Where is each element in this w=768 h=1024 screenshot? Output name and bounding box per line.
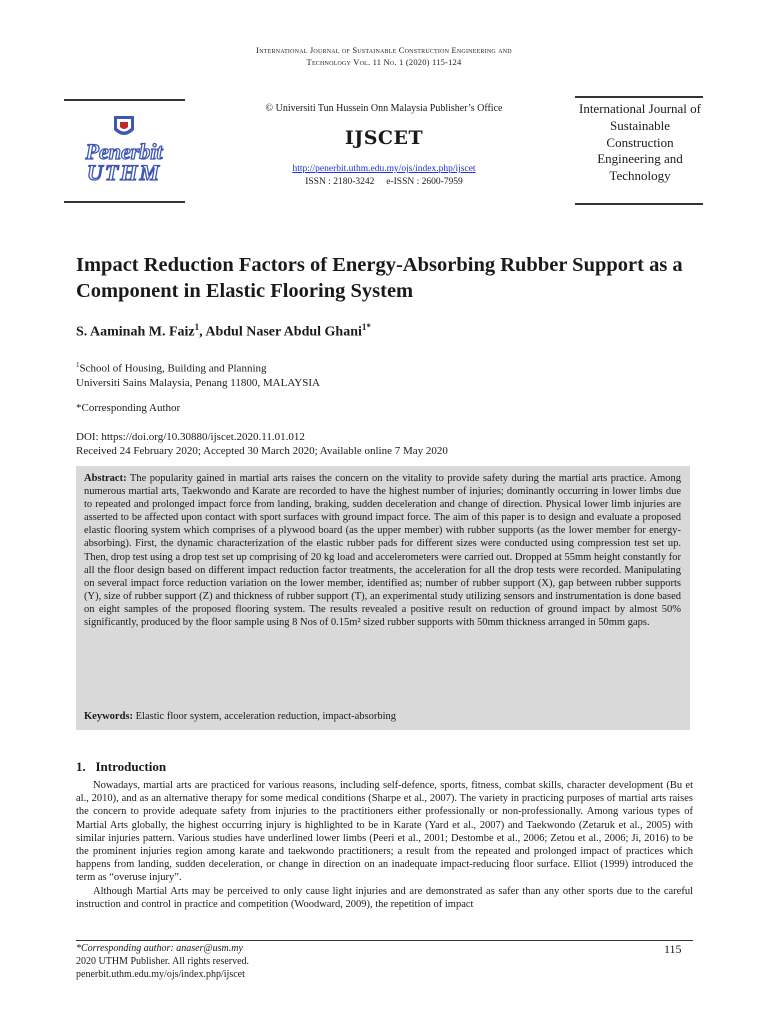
author-2: Abdul Naser Abdul Ghani: [205, 324, 362, 340]
keywords-label: Keywords:: [84, 711, 133, 722]
section-heading-introduction: 1. Introduction: [76, 759, 167, 774]
journal-acronym: IJSCET: [344, 127, 424, 149]
introduction-body: [76, 779, 693, 911]
affiliation-marker: 1: [76, 361, 80, 369]
introduction-paragraph-1: Nowadays, martial arts are practiced for various reasons, including self-defence, sports, fitness, combat skills, character development (Bu et al., 2010), and as an alternative therapy for some medical conditions (Sharpe et al., 2007). The variety in practicing purposes of martial arts raises the concern to provide adequate safety from injuries to the practitioners either professionally or non-professionally. Among various types of Martial Arts globally, the highest occurring injury is highlighted to be in Karate (Yard et al., 2007) and Taekwondo (Zetaruk et al., 2005) with similar injuries pattern. Various studies have underlined lower limbs (Peeri et al., 2001; Destombe et al., 2006; Zetou et al., 2006; Ji, 2016) to be the prominent injuries region among karate and taekwondo practitioners; a result from the repeated and prolonged impact of practices which happens from landing, sudden deceleration, or change in direction on an inadequate impact-reducing floor surface. Elliot (1999) introduced the term as “overuse injury”.: [76, 780, 693, 884]
abstract: [84, 472, 681, 629]
masthead-rule-left-bottom: [64, 201, 185, 203]
author-list: [76, 322, 371, 341]
footer-site[interactable]: penerbit.uthm.edu.my/ojs/index.php/ijscet: [76, 969, 245, 980]
journal-url-link[interactable]: http://penerbit.uthm.edu.my/ojs/index.php/ijscet: [292, 164, 476, 174]
masthead-rule-right-bottom: [575, 203, 703, 205]
doi-line[interactable]: DOI: https://doi.org/10.30880/ijscet.2020.11.01.012: [76, 431, 305, 443]
logo-text-2: UTHM: [87, 160, 161, 185]
page-number: 115: [664, 942, 682, 956]
abstract-text: The popularity gained in martial arts raises the concern on the vitality to provide safety during the martial arts practice. Among numerous martial arts, Taekwondo and Karate are recorded to have the highest number of injuries; dominantly occurring in lower limbs due to repeated and prolonged impact force from landing, braking, sudden deceleration and change of direction. Physical lower limb injuries are asserted to be affected upon contact with sport surfaces with ground impact force. The aim of this paper is to design and evaluate a proposed elastic flooring system which comprises of a plywood board (as the upper member) with rubber supports (as the lower member for energy-absorbing). First, the dynamic characterization of the elastic rubber pads for different sizes were conducted using compression test set up. Then, drop test using a drop test set up comprising of 20 kg load and accelerometers were carried out. Dropped at 55mm height constantly for all the floor design based on different impact reduction factor treatments, the acceleration for all the drop tests were recorded. Manipulating on several impact force reduction variation on the lower member, identified as; number of rubber support (X), gap between rubber supports (Y), size of rubber support (Z) and thickness of rubber support (T), an experimental study utilizing sensors and instrumentation is done based on eight samples of the proposed flooring system. The results revealed a positive result on reduction of ground impact by almost 50% significantly, produced by the floor sample using 8 Nos of 0.15m² sized rubber supports with 50mm thickness arranged in 50mm gaps.: [84, 473, 681, 629]
author-separator: ,: [199, 324, 206, 340]
article-title: Impact Reduction Factors of Energy-Absorbing Rubber Support as a Component in Elastic Flooring System: [76, 254, 683, 302]
keywords: [84, 711, 681, 722]
doi-block: [76, 430, 448, 458]
keywords-text: Elastic floor system, acceleration reduction, impact-absorbing: [133, 711, 396, 722]
page-footer: [76, 942, 249, 981]
abstract-label: Abstract:: [84, 473, 127, 484]
journal-name-box: International Journal of Sustainable Construction Engineering and Technology: [578, 101, 701, 184]
affiliation-line-2: Universiti Sains Malaysia, Penang 11800, MALAYSIA: [76, 376, 320, 389]
running-header: [0, 44, 768, 68]
author-1: S. Aaminah M. Faiz: [76, 324, 195, 340]
affiliation: [76, 358, 320, 390]
issn-line: ISSN : 2180-3242 e-ISSN : 2600-7959: [305, 177, 463, 187]
introduction-paragraph-2: Although Martial Arts may be perceived to only cause light injuries and are demonstrated as safer than any other sports due to the careful instruction and control in practice and competition (Woodward, 2009), the repetition of impact: [76, 885, 693, 910]
footer-publisher: 2020 UTHM Publisher. All rights reserved.: [76, 956, 250, 967]
footer-corresponding-email: *Corresponding author: anaser@usm.my: [76, 943, 243, 954]
masthead-rule-right-top: [575, 96, 703, 98]
masthead-rule-left-top: [64, 99, 185, 101]
footer-rule: [76, 940, 693, 941]
corresponding-author-note: *Corresponding Author: [76, 402, 181, 414]
running-header-line-1: International Journal of Sustainable Construction Engineering and: [256, 45, 512, 55]
copyright-line: © Universiti Tun Hussein Onn Malaysia Publisher’s Office: [265, 103, 503, 114]
author-2-affil: 1*: [361, 322, 371, 332]
author-1-affil: 1: [194, 322, 200, 332]
dates-line: Received 24 February 2020; Accepted 30 March 2020; Available online 7 May 2020: [76, 445, 448, 457]
affiliation-line-1: School of Housing, Building and Planning: [79, 362, 267, 375]
running-header-line-2: Technology Vol. 11 No. 1 (2020) 115-124: [306, 57, 462, 67]
logo-text-1: Penerbit: [85, 139, 163, 164]
